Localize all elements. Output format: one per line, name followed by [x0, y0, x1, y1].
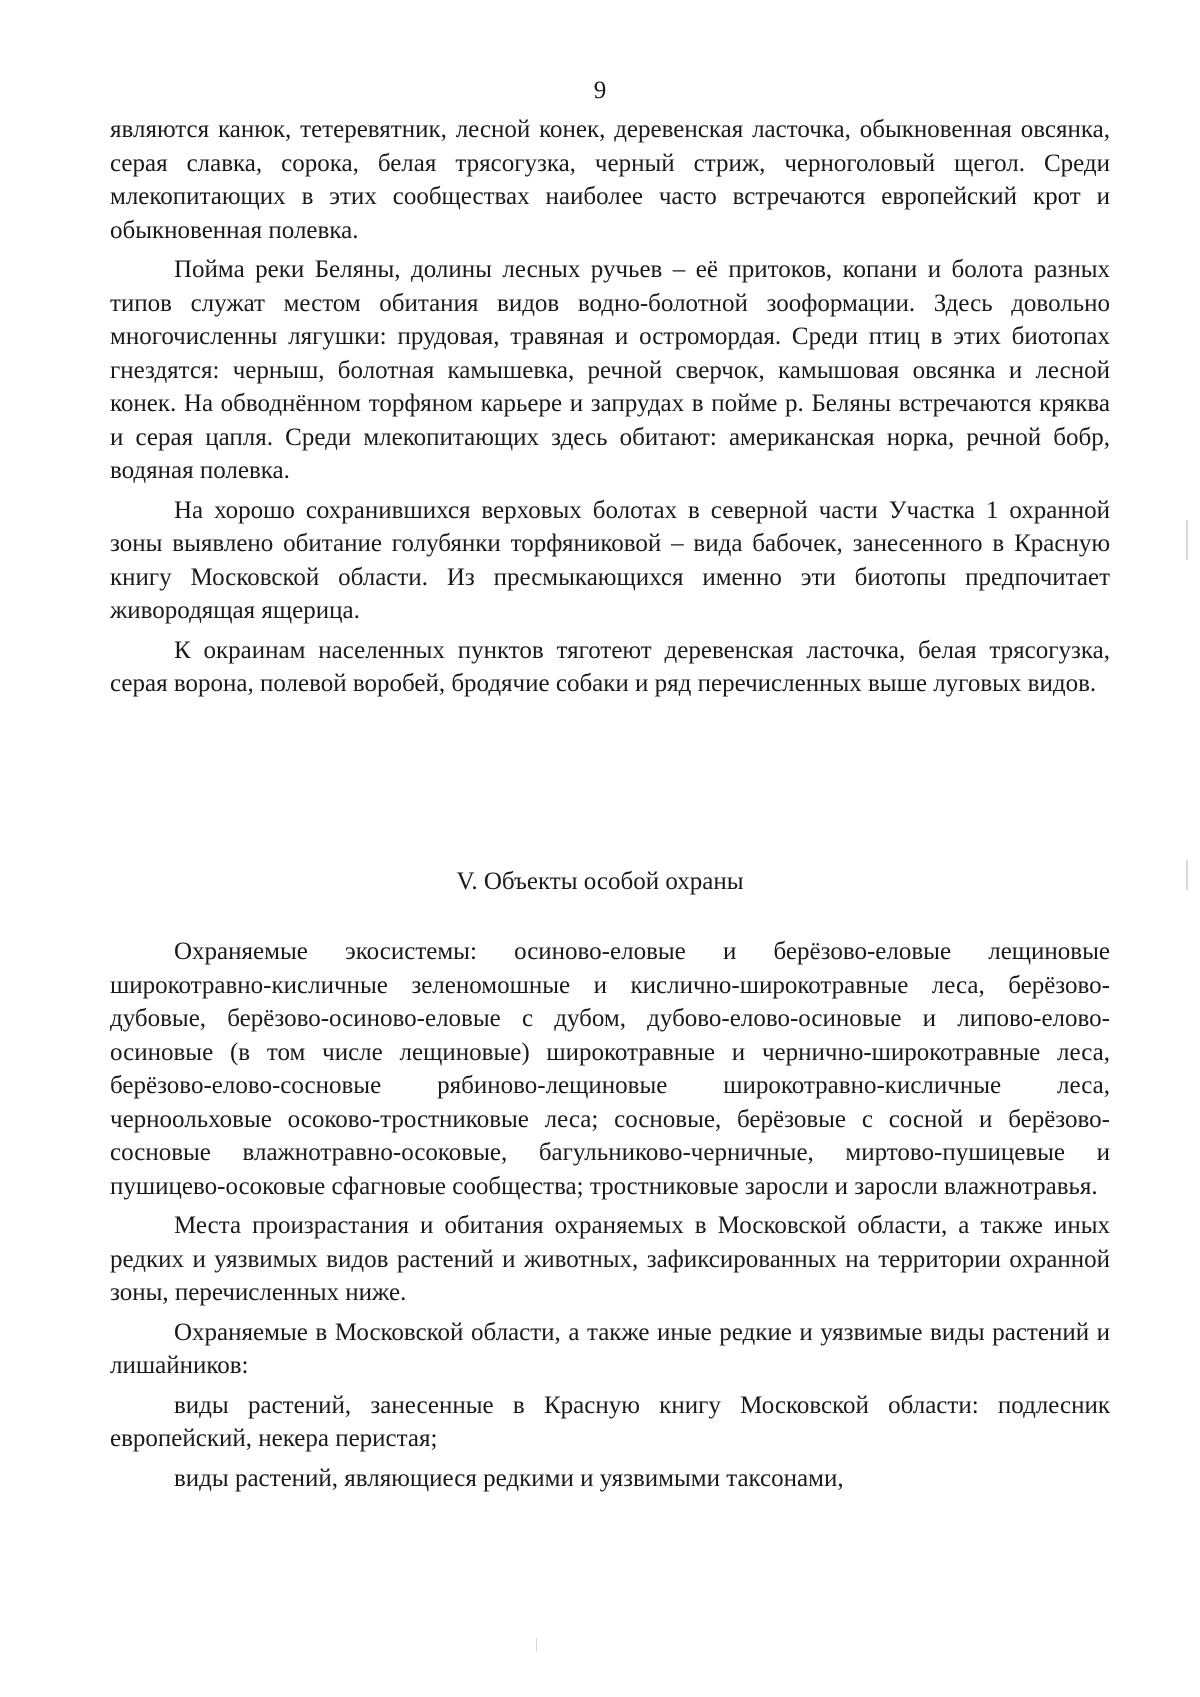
paragraph-protected-ecosystems: Охраняемые экосистемы: осиново-еловые и берёзово-еловые лещиновые широкотравно-кисличные зеленомошные и кислично-широкотравные леса, берёзово-дубовые, берёзово-осиново-еловые с дубом, дубово-елово-осиновые и липово-елово-осиновые (в том числе лещиновые) широкотравные и чернично-широкотравные леса, берёзово-елово-сосновые рябиново-лещиновые широкотравно-кисличные леса, черноольховые осоково-тростниковые леса; сосновые, берёзовые с сосной и берёзово-сосновые влажнотравно-осоковые, багульниково-черничные, миртово-пушицевые и пушицево-осоковые сфагновые сообщества; тростниковые заросли и заросли влажнотравья.	[110, 938, 1110, 1200]
intro-text-block	[110, 113, 1110, 707]
scan-speck	[536, 1638, 537, 1652]
paragraph-settlement-outskirts: К окраинам населенных пунктов тяготеют деревенская ласточка, белая трясогузка, серая ворона, полевой воробей, бродячие собаки и ряд перечисленных выше луговых видов.	[110, 636, 1110, 697]
paragraph-red-book-plants: виды растений, занесенные в Красную книгу Московской области: подлесник европейский, некера перистая;	[110, 1391, 1110, 1452]
scan-speck	[1186, 520, 1188, 560]
page-number: 9	[593, 77, 607, 104]
paragraph-floodplain-fauna: Пойма реки Беляны, долины лесных ручьев – её притоков, копани и болота разных типов служат местом обитания видов водно-болотной зооформации. Здесь довольно многочисленны лягушки: прудовая, травяная и остромордая. Среди птиц в этих биотопах гнездятся: черныш, болотная камышевка, речной сверчок, камышовая овсянка и лесной конек. На обводнённом торфяном карьере и запрудах в пойме р. Беляны встречаются кряква и серая цапля. Среди млекопитающих здесь обитают: американская норка, речной бобр, водяная полевка.	[110, 256, 1110, 484]
protected-objects-text-block	[110, 935, 1110, 1501]
paragraph-bird-species: являются канюк, тетеревятник, лесной конек, деревенская ласточка, обыкновенная овсянка, серая славка, сорока, белая трясогузка, черный стриж, черноголовый щегол. Среди млекопитающих в этих сообществах наиболее часто встречаются европейский крот и обыкновенная полевка.	[110, 116, 1110, 244]
paragraph-habitats: Места произрастания и обитания охраняемых в Московской области, а также иных редких и уязвимых видов растений и животных, зафиксированных на территории охранной зоны, перечисленных ниже.	[110, 1212, 1110, 1306]
paragraph-plants-lichens: Охраняемые в Московской области, а также иные редкие и уязвимые виды растений и лишайников:	[110, 1318, 1110, 1379]
paragraph-raised-bogs: На хорошо сохранившихся верховых болотах в северной части Участка 1 охранной зоны выявлено обитание голубянки торфяниковой – вида бабочек, занесенного в Красную книгу Московской области. Из пресмыкающихся именно эти биотопы предпочитает живородящая ящерица.	[110, 496, 1110, 624]
section-heading: V. Объекты особой охраны	[456, 868, 744, 895]
scan-speck	[1186, 860, 1188, 890]
paragraph-rare-taxa: виды растений, являющиеся редкими и уязвимыми таксонами,	[174, 1464, 844, 1492]
